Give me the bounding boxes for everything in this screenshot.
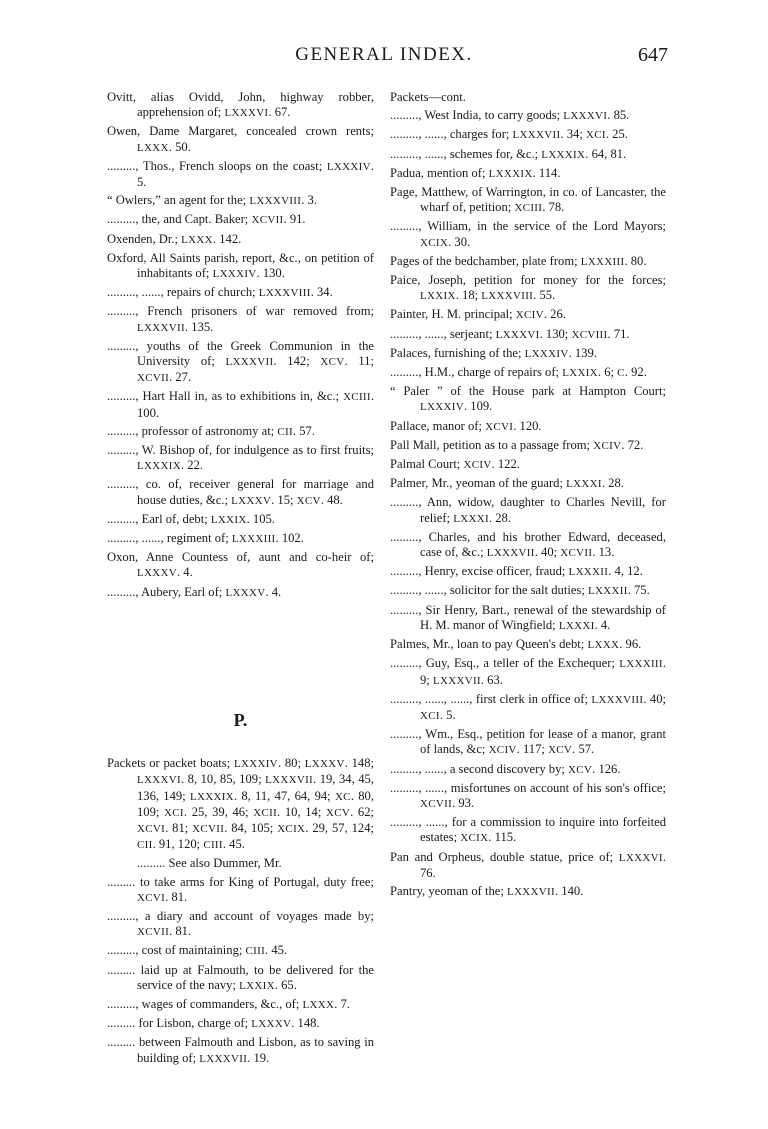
index-entry: Palmes, Mr., loan to pay Queen's debt; LXXX. 96. (390, 637, 642, 652)
index-entry: ......... for Lisbon, charge of; LXXXV. 148. (107, 1016, 320, 1031)
section-letter-p: P. (233, 709, 248, 730)
index-entry: Oxford, All Saints parish, report, &c., on petition of inhabitants of; LXXXIV. 130. (107, 250, 374, 281)
index-entry: Page, Matthew, of Warrington, in co. of Lancaster, the wharf of, petition; XCIII. 78. (390, 185, 666, 215)
index-entry: Packets or packet boats; LXXXIV. 80; LXXXV. 148; LXXXVI. 8, 10, 85, 109; LXXXVII. 19, 34, 45, 136, 149; LXXXIX. 8, 11, 47, 64, 94; XC. 80, 109; XCI. 25, 39, 46; XCII. 10, 14; XCV. 62; XCVI. 81; XCVII. 84, 105; XCIX. 29, 57, 124; CII. 91, 120; CIII. 45. (107, 756, 375, 852)
index-entry: ........., Charles, and his brother Edward, deceased, case of, &c.; LXXXVII. 40; XCVII. 13. (390, 529, 666, 560)
index-entry: ........., a diary and account of voyages made by; XCVII. 81. (107, 908, 374, 939)
page-number: 647 (638, 44, 668, 66)
index-entry: Pantry, yeoman of the; LXXXVII. 140. (390, 883, 584, 898)
index-entry: ........., Aubery, Earl of; LXXXV. 4. (107, 584, 282, 599)
index-entry: ......... laid up at Falmouth, to be delivered for the service of the navy; LXXIX. 65. (107, 962, 374, 992)
index-entry: ........., ......, misfortunes on account of his son's office; XCVII. 93. (390, 780, 666, 810)
index-entry: “ Paler ” of the House park at Hampton Court; LXXXIV. 109. (390, 384, 666, 414)
index-entry: ........., the, and Capt. Baker; XCVII. 91. (107, 212, 306, 227)
index-entry: Pages of the bedchamber, plate from; LXXXIII. 80. (390, 253, 647, 268)
index-entries-o (107, 90, 374, 601)
index-entry: Palaces, furnishing of the; LXXXIV. 139. (390, 345, 597, 360)
index-entry: Oxenden, Dr.; LXXX. 142. (107, 231, 242, 246)
left-column (107, 90, 374, 1070)
index-entry: ......... between Falmouth and Lisbon, as to saving in building of; LXXXVII. 19. (107, 1035, 374, 1065)
index-entry: ........., Guy, Esq., a teller of the Exchequer; LXXXIII. 9; LXXXVII. 63. (390, 656, 666, 687)
index-entry: ........., ......, a second discovery by; XCV. 126. (390, 761, 621, 776)
index-entry: Palmer, Mr., yeoman of the guard; LXXXI. 28. (390, 476, 624, 491)
index-entry: Pallace, manor of; XCVI. 120. (390, 418, 542, 433)
index-entry: ........., ......, schemes for, &c.; LXXXIX. 64, 81. (390, 146, 627, 161)
index-entries-p (107, 756, 374, 1067)
index-entry: ........., cost of maintaining; CIII. 45. (107, 943, 288, 958)
index-entry: Padua, mention of; LXXXIX. 114. (390, 165, 561, 180)
index-entry: ........., Earl of, debt; LXXIX. 105. (107, 511, 275, 526)
index-entry: ........., ......, ......, first clerk in office of; LXXXVIII. 40; XCI. 5. (390, 691, 666, 722)
index-entry: ........., Wm., Esq., petition for lease of a manor, grant of lands, &c; XCIV. 117; XCV. 57. (390, 727, 666, 757)
index-entry: ......... See also Dummer, Mr. (137, 856, 282, 871)
index-entry: ........., professor of astronomy at; CII. 57. (107, 423, 315, 438)
index-entry: ........., Henry, excise officer, fraud; LXXXII. 4, 12. (390, 564, 643, 579)
index-entry: ........., West India, to carry goods; LXXXVI. 85. (390, 108, 630, 123)
index-entry: ........., wages of commanders, &c., of; LXXX. 7. (107, 996, 351, 1011)
index-entry: Paice, Joseph, petition for money for the forces; LXXIX. 18; LXXXVIII. 55. (390, 273, 666, 303)
right-column (390, 90, 666, 903)
running-title: GENERAL INDEX. (295, 44, 473, 65)
index-entry: Ovitt, alias Ovidd, John, highway robber, apprehension of; LXXXVI. 67. (107, 90, 374, 120)
index-entry: “ Owlers,” an agent for the; LXXXVIII. 3. (107, 193, 317, 208)
index-entry: Palmal Court; XCIV. 122. (390, 457, 520, 472)
index-entry: ........., H.M., charge of repairs of; LXXIX. 6; C. 92. (390, 365, 647, 380)
index-entry: ........., ......, regiment of; LXXXIII. 102. (107, 531, 304, 546)
index-entry: ........., W. Bishop of, for indulgence as to first fruits; LXXXIX. 22. (107, 443, 374, 473)
index-entry: ........., Sir Henry, Bart., renewal of the stewardship of H. M. manor of Wingfield; LXXXI. 4. (390, 602, 666, 632)
index-entry: ........., ......, serjeant; LXXXVI. 130; XCVIII. 71. (390, 326, 630, 341)
page-header (100, 44, 668, 74)
index-entry: ........., ......, repairs of church; LXXXVIII. 34. (107, 285, 333, 300)
index-entry: ........., ......, charges for; LXXXVII. 34; XCI. 25. (390, 127, 628, 142)
index-entry: Owen, Dame Margaret, concealed crown rents; LXXX. 50. (107, 124, 374, 154)
index-entry: Pan and Orpheus, double statue, price of; LXXXVI. 76. (390, 849, 666, 880)
index-entry: Oxon, Anne Countess of, aunt and co-heir of; LXXXV. 4. (107, 550, 374, 580)
index-entry: ........., ......, for a commission to inquire into forfeited estates; XCIX. 115. (390, 815, 666, 845)
index-entry: ........., youths of the Greek Communion in the University of; LXXXVII. 142; XCV. 11; XCVII. 27. (107, 338, 374, 385)
index-entry: Packets—cont. (390, 90, 466, 104)
index-entry: ......... to take arms for King of Portugal, duty free; XCVI. 81. (107, 874, 374, 904)
index-entry: ........., French prisoners of war removed from; LXXXVII. 135. (107, 304, 374, 334)
index-entry: ........., William, in the service of the Lord Mayors; XCIX. 30. (390, 219, 666, 249)
index-entries-p-continued (390, 90, 666, 900)
index-entry: ........., Thos., French sloops on the coast; LXXXIV. 5. (107, 158, 374, 190)
index-entry: ........., ......, solicitor for the salt duties; LXXXII. 75. (390, 583, 650, 598)
index-entry: ........., co. of, receiver general for marriage and house duties, &c.; LXXXV. 15; XCV. 48. (107, 477, 374, 507)
index-entry: ........., Ann, widow, daughter to Charles Nevill, for relief; LXXXI. 28. (390, 495, 666, 525)
index-entry: Painter, H. M. principal; XCIV. 26. (390, 307, 566, 322)
index-entry: Pall Mall, petition as to a passage from; XCIV. 72. (390, 437, 644, 452)
index-entry: ........., Hart Hall in, as to exhibitions in, &c.; XCIII. 100. (107, 389, 374, 420)
